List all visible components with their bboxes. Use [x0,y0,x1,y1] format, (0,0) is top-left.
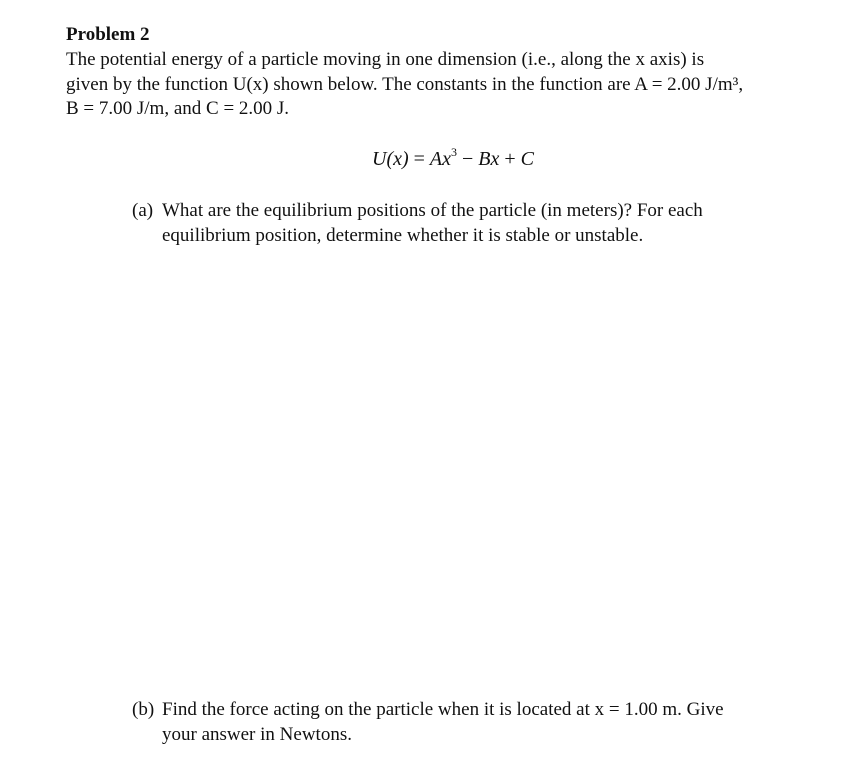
equation-exponent: 3 [451,145,458,159]
intro-line: The potential energy of a particle moving in one dimension (i.e., along the x axis) is [66,49,705,70]
part-a-line-2: equilibrium position, determine whether it is stable or unstable. [162,225,644,246]
problem-title: Problem 2 [66,24,150,45]
equation-minus: − [462,148,474,170]
intro-line: given by the function U(x) shown below. The constants in the function are A = 2.00 J/m³, [66,73,744,95]
equation-term-c: C [520,148,535,170]
potential-energy-equation [372,146,534,172]
equation-term-ax: Ax [429,148,452,170]
part-a [132,198,792,248]
equation-term-bx: Bx [478,148,500,170]
equation-lhs: U(x) [372,148,409,170]
equation-plus: + [504,148,516,170]
intro-line: B = 7.00 J/m, and C = 2.00 J. [66,98,290,119]
problem-intro [66,48,806,122]
part-a-text: What are the equilibrium positions of the particle (in meters)? For each [162,200,703,221]
part-b [132,697,792,747]
part-b-line-2: your answer in Newtons. [162,724,352,745]
part-b-label: (b) [132,699,155,720]
part-b-text: Find the force acting on the particle when it is located at x = 1.00 m. Give [162,699,724,720]
part-b-line-1 [132,697,792,722]
part-a-line-1 [132,198,792,223]
equation-equals: = [413,148,425,170]
part-a-label: (a) [132,200,154,221]
